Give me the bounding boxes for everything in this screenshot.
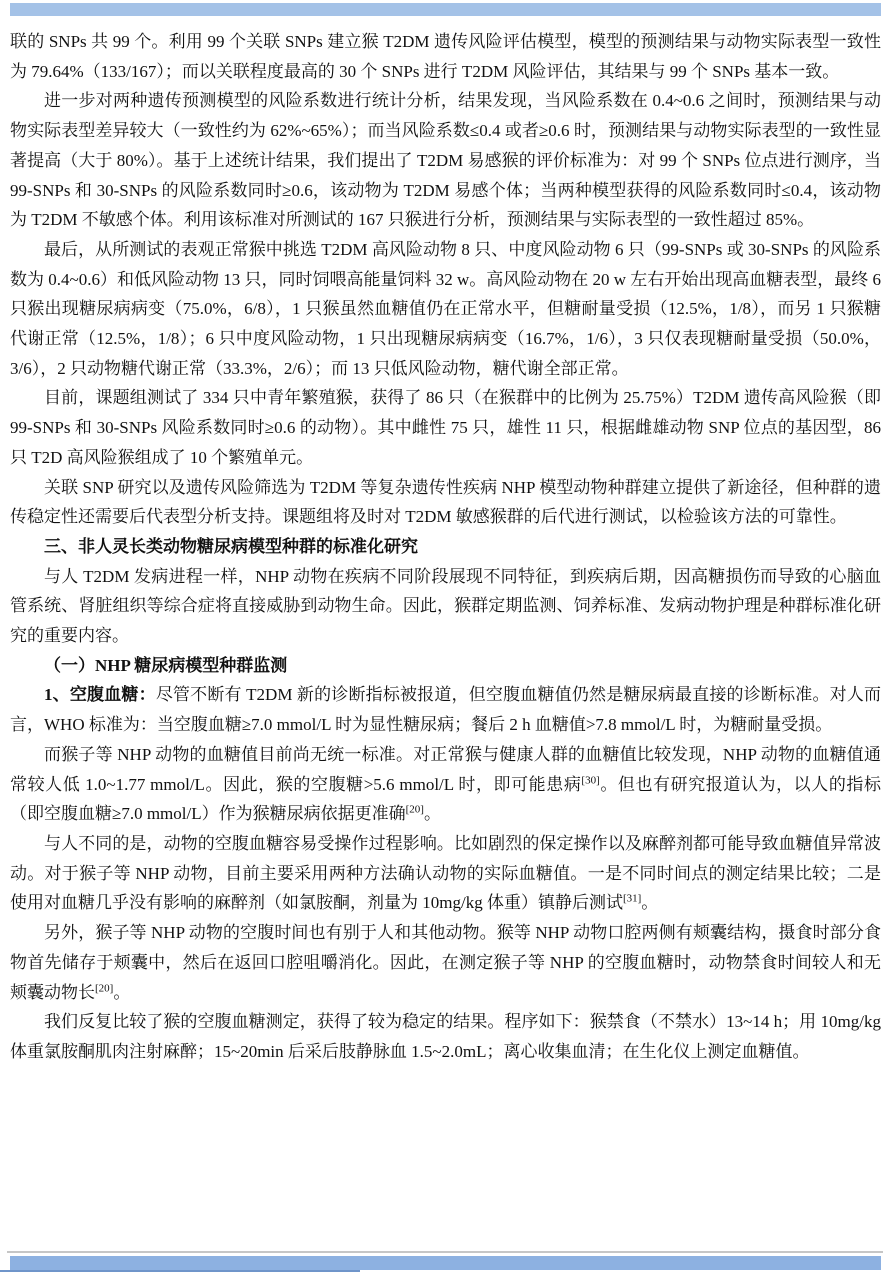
paragraph (10, 383, 881, 472)
text-run: 最后，从所测试的表观正常猴中挑选 T2DM 高风险动物 8 只、中度风险动物 6 只（99-SNPs 或 30-SNPs 的风险系数为 0.4~0.6）和低风险动物 13 只，同时饲喂高能量饲料 32 w。高风险动物在 20 w 左右开始出现高血糖表型，最终 6 只猴出现糖尿病病变（75.0%，6/8），1 只猴虽然血糖值仍在正常水平，但糖耐量受损（12.5%，1/8），而另 1 只猴糖代谢正常（12.5%，1/8）；6 只中度风险动物，1 只出现糖尿病病变（16.7%，1/6），3 只仅表现糖耐量受损（50.0%，3/6），2 只动物糖代谢正常（33.3%，2/6）；而 13 只低风险动物，糖代谢全部正常。 (10, 239, 881, 378)
document-body (10, 27, 881, 1067)
paragraph (10, 680, 881, 739)
citation-reference: [30] (581, 773, 600, 786)
text-run: 目前，课题组测试了 334 只中青年繁殖猴，获得了 86 只（在猴群中的比例为 25.75%）T2DM 遗传高风险猴（即 99-SNPs 和 30-SNPs 风险系数同时≥0.6 的动物）。其中雌性 75 只，雄性 11 只，根据雌雄动物 SNP 位点的基因型，86 只 T2D 高风险猴组成了 10 个繁殖单元。 (10, 388, 881, 467)
text-run: 关联 SNP 研究以及遗传风险筛选为 T2DM 等复杂遗传性疾病 NHP 模型动物种群建立提供了新途径，但种群的遗传稳定性还需要后代表型分析支持。课题组将及时对 T2DM 敏感猴群的后代进行测试，以检验该方法的可靠性。 (10, 477, 881, 527)
section-heading (10, 532, 881, 562)
paragraph (10, 235, 881, 384)
bold-text-run: （一）NHP 糖尿病模型种群监测 (44, 655, 288, 675)
paragraph (10, 918, 881, 1007)
text-run: 而猴子等 NHP 动物的血糖值目前尚无统一标准。对正常猴与健康人群的血糖值比较发现，NHP 动物的血糖值通常较人低 1.0~1.77 mmol/L。因此，猴的空腹糖>5.6 mmol/L 时，即可能患病 (10, 744, 881, 794)
text-run: 尽管不断有 T2DM 新的诊断指标被报道，但空腹血糖值仍然是糖尿病最直接的诊断标准。对人而言，WHO 标准为：当空腹血糖≥7.0 mmol/L 时为显性糖尿病；餐后 2 h 血糖值>7.8 mmol/L 时，为糖耐量受损。 (10, 685, 882, 735)
bold-text-run: 1、空腹血糖： (44, 685, 156, 705)
text-run: 与人 T2DM 发病进程一样，NHP 动物在疾病不同阶段展现不同特征，到疾病后期，因高糖损伤而导致的心脑血管系统、肾脏组织等综合症将直接威胁到动物生命。因此，猴群定期监测、饲养标准、发病动物护理是种群标准化研究的重要内容。 (10, 566, 881, 646)
text-run: 我们反复比较了猴的空腹血糖测定，获得了较为稳定的结果。程序如下：猴禁食（不禁水）13~14 h；用 10mg/kg 体重氯胺酮肌肉注射麻醉；15~20min 后采后肢静脉血 1.5~2.0mL；离心收集血清；在生化仪上测定血糖值。 (10, 1012, 881, 1061)
citation-reference: [31] (622, 892, 642, 905)
text-run: 联的 SNPs 共 99 个。利用 99 个关联 SNPs 建立猴 T2DM 遗传风险评估模型，模型的预测结果与动物实际表型一致性为 79.64%（133/167）；而以关联程度最高的 30 个 SNPs 进行 T2DM 风险评估，其结果与 99 个 SNPs 基本一致。 (10, 32, 881, 81)
text-run: 。 (641, 893, 659, 913)
paragraph (10, 473, 881, 532)
bold-text-run: 三、非人灵长类动物糖尿病模型种群的标准化研究 (44, 536, 418, 556)
text-run: 。但也有研究报道认为，以人的指标（即空腹血糖≥7.0 mmol/L）作为猴糖尿病依据更准确 (10, 774, 881, 824)
section-heading (10, 651, 881, 681)
bottom-highlight-bar (10, 1256, 881, 1270)
top-highlight-bar (10, 3, 881, 16)
citation-reference: [20] (405, 803, 424, 816)
paragraph (10, 86, 881, 235)
paragraph (10, 562, 881, 651)
paragraph (10, 740, 881, 829)
text-run: 另外，猴子等 NHP 动物的空腹时间也有别于人和其他动物。猴等 NHP 动物口腔两侧有颊囊结构，摄食时部分食物首先储存于颊囊中，然后在返回口腔咀嚼消化。因此，在测定猴子等 NHP 的空腹血糖时，动物禁食时间较人和无颊囊动物长 (10, 923, 881, 1002)
text-run: 进一步对两种遗传预测模型的风险系数进行统计分析，结果发现，当风险系数在 0.4~0.6 之间时，预测结果与动物实际表型差异较大（一致性约为 62%~65%）；而当风险系数≤0.4 或者≥0.6 时，预测结果与动物实际表型的一致性显著提高（大于 80%）。基于上述统计结果，我们提出了 T2DM 易感猴的评价标准为：对 99 个 SNPs 位点进行测序，当 99-SNPs 和 30-SNPs 的风险系数同时≥0.6，该动物为 T2DM 易感个体；当两种模型获得的风险系数同时≤0.4，该动物为 T2DM 不敏感个体。利用该标准对所测试的 167 只猴进行分析，预测结果与实际表型的一致性超过 85%。 (10, 91, 881, 230)
bottom-divider-line (7, 1251, 883, 1253)
paragraph (10, 27, 881, 86)
text-run: 。 (423, 804, 441, 824)
paragraph (10, 829, 881, 918)
paragraph (10, 1007, 881, 1066)
text-run: 。 (113, 982, 131, 1002)
citation-reference: [20] (95, 981, 114, 994)
text-run: 与人不同的是，动物的空腹血糖容易受操作过程影响。比如剧烈的保定操作以及麻醉剂都可能导致血糖值异常波动。对于猴子等 NHP 动物，目前主要采用两种方法确认动物的实际血糖值。一是不同时间点的测定结果比较；二是使用对血糖几乎没有影响的麻醉剂（如氯胺酮，剂量为 10mg/kg 体重）镇静后测试 (10, 833, 881, 913)
